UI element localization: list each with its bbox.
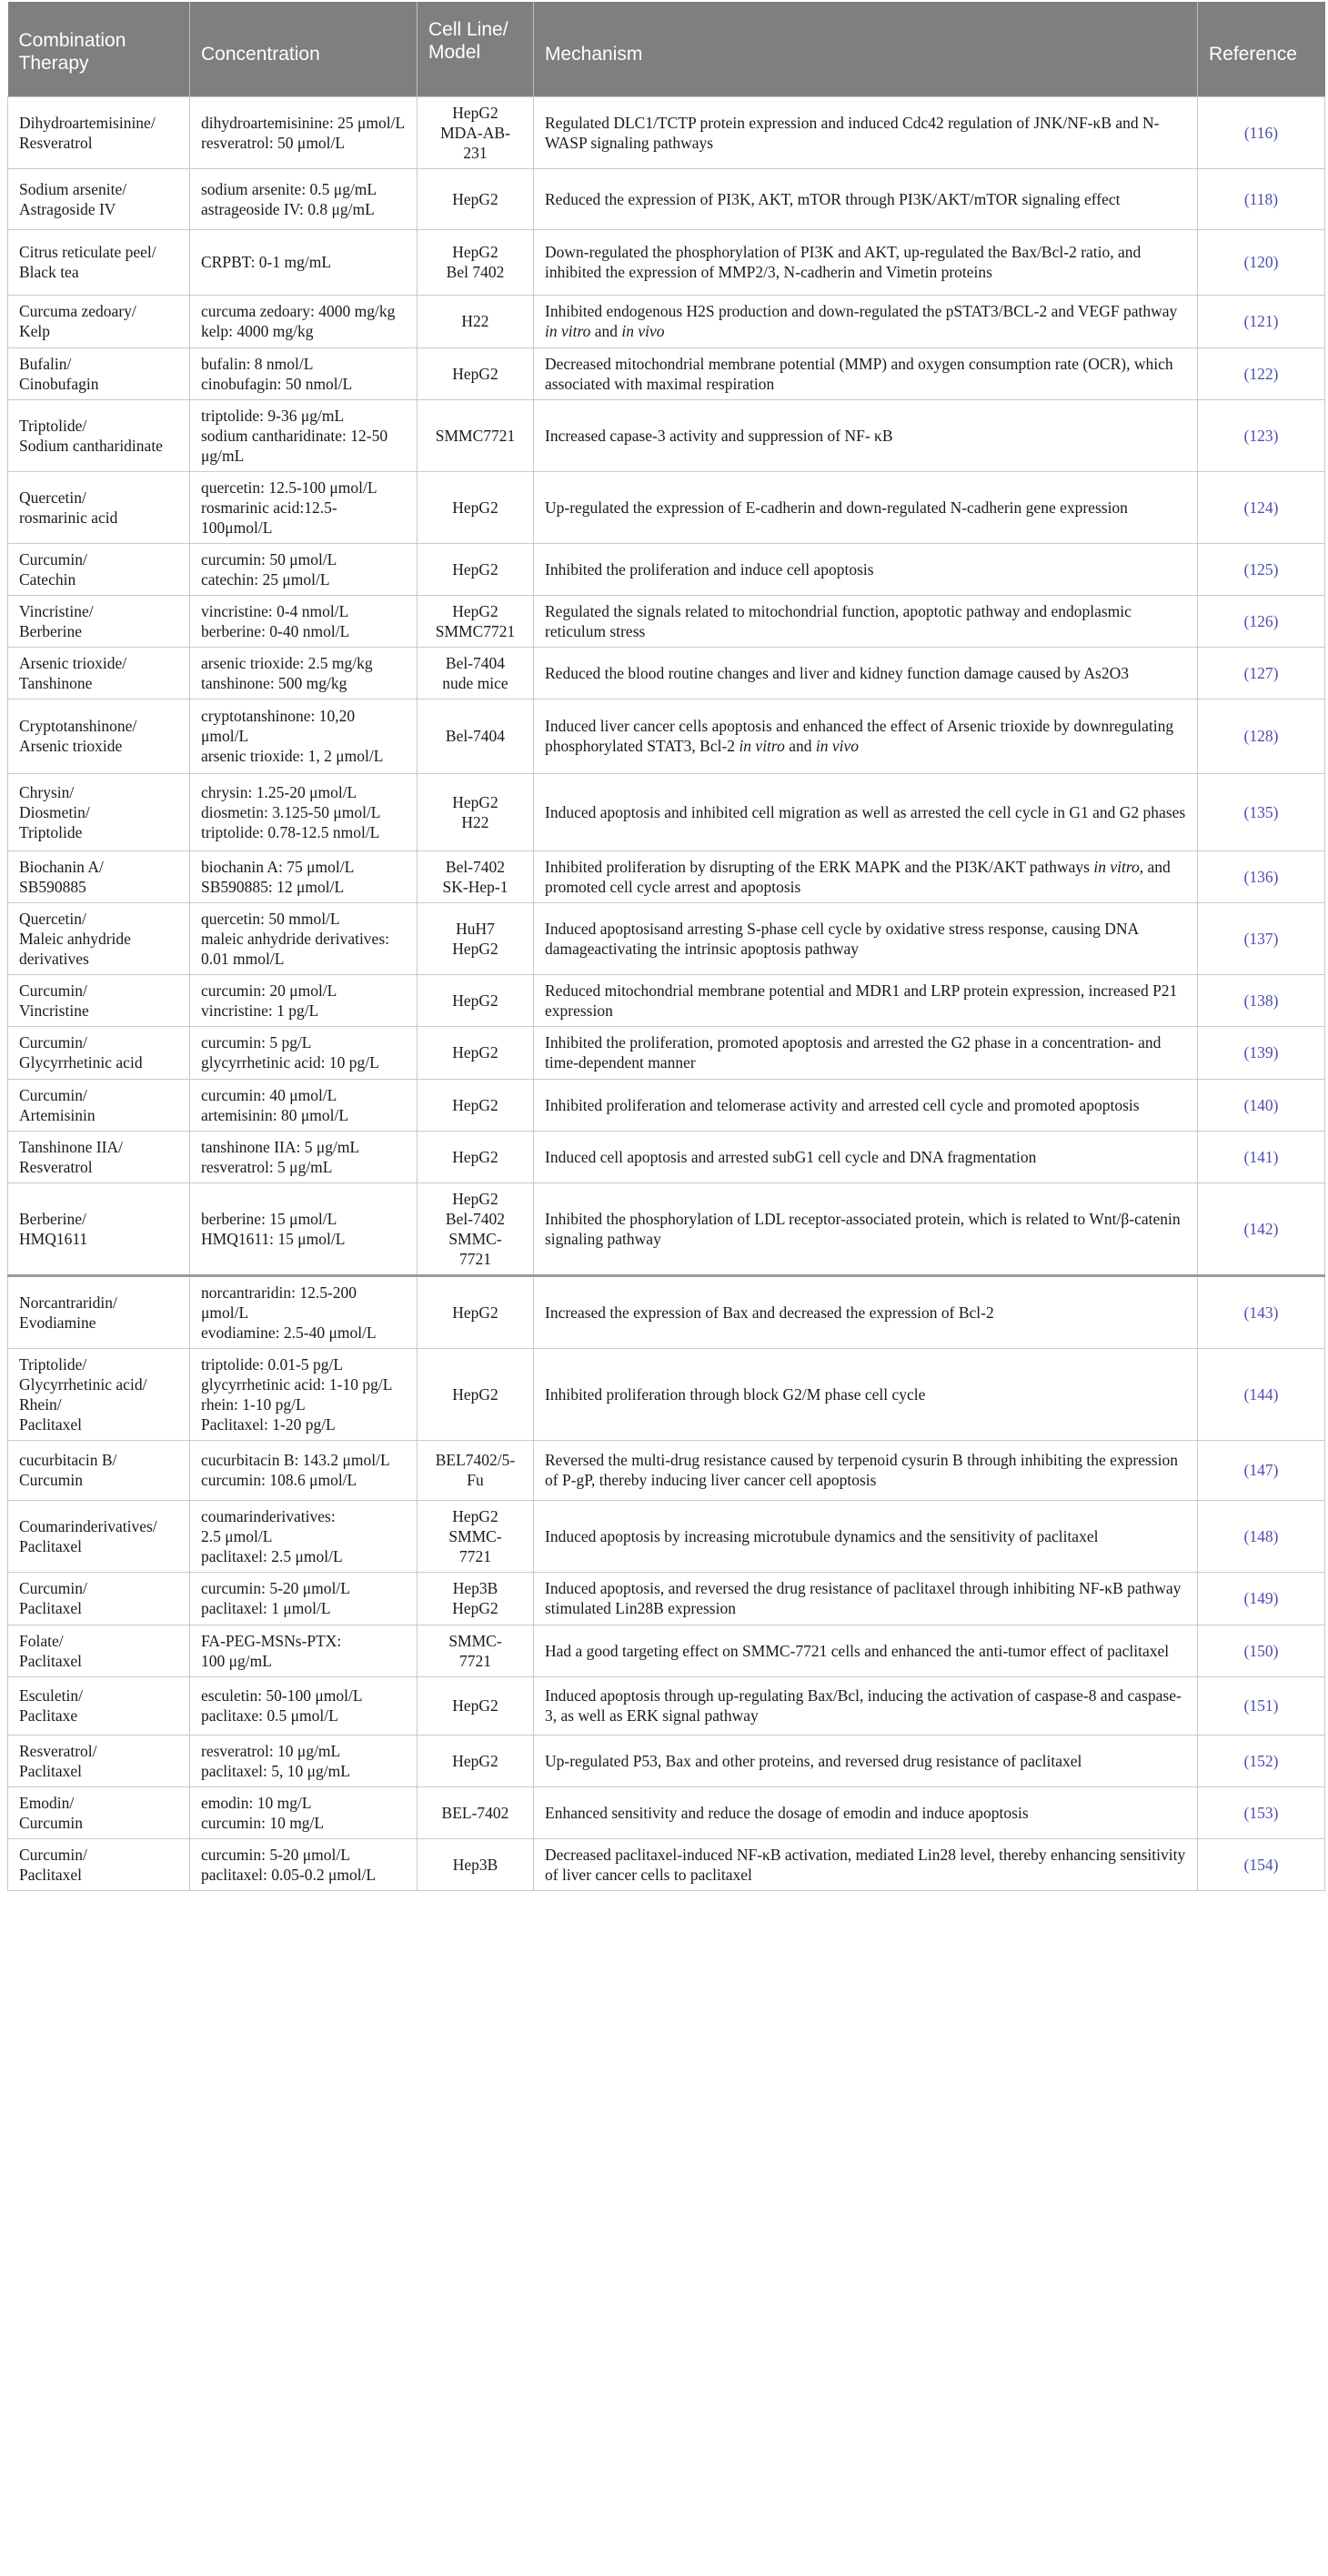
- reference-link[interactable]: (152): [1198, 1735, 1325, 1786]
- concentration-cell: curcuma zedoary: 4000 mg/kg kelp: 4000 mg/kg: [190, 295, 418, 347]
- table-row: [8, 595, 1325, 647]
- combination-cell: Curcuma zedoary/ Kelp: [8, 295, 190, 347]
- combination-cell: Vincristine/ Berberine: [8, 595, 190, 647]
- combination-cell: cucurbitacin B/ Curcumin: [8, 1440, 190, 1500]
- table-row: [8, 699, 1325, 773]
- cell-line-cell: Bel-7402 SK-Hep-1: [418, 850, 534, 902]
- cell-line-cell: HuH7 HepG2: [418, 902, 534, 974]
- cell-line-cell: SMMC7721: [418, 399, 534, 471]
- mechanism-cell: [534, 850, 1198, 902]
- concentration-cell: quercetin: 50 mmol/L maleic anhydride derivatives: 0.01 mmol/L: [190, 902, 418, 974]
- cell-line-cell: HepG2: [418, 1079, 534, 1131]
- concentration-cell: triptolide: 0.01-5 pg/L glycyrrhetinic acid: 1-10 pg/L rhein: 1-10 pg/L Paclitaxel: 1-20 pg/L: [190, 1348, 418, 1440]
- cell-line-cell: HepG2: [418, 347, 534, 399]
- reference-link[interactable]: (139): [1198, 1026, 1325, 1079]
- reference-link[interactable]: (140): [1198, 1079, 1325, 1131]
- cell-line-cell: H22: [418, 295, 534, 347]
- reference-link[interactable]: (148): [1198, 1500, 1325, 1572]
- combination-cell: Berberine/ HMQ1611: [8, 1182, 190, 1275]
- mechanism-cell: Up-regulated the expression of E-cadherin and down-regulated N-cadherin gene expression: [534, 471, 1198, 543]
- concentration-cell: curcumin: 40 μmol/L artemisinin: 80 μmol/L: [190, 1079, 418, 1131]
- reference-link[interactable]: (123): [1198, 399, 1325, 471]
- mechanism-cell: Inhibited proliferation through block G2/M phase cell cycle: [534, 1348, 1198, 1440]
- table-row: [8, 229, 1325, 295]
- reference-link[interactable]: (154): [1198, 1838, 1325, 1890]
- table-row: [8, 295, 1325, 347]
- reference-link[interactable]: (126): [1198, 595, 1325, 647]
- combination-cell: Citrus reticulate peel/ Black tea: [8, 229, 190, 295]
- mechanism-cell: Inhibited proliferation and telomerase activity and arrested cell cycle and promoted apoptosis: [534, 1079, 1198, 1131]
- reference-link[interactable]: (125): [1198, 543, 1325, 595]
- mechanism-cell: Induced apoptosis by increasing microtubule dynamics and the sensitivity of paclitaxel: [534, 1500, 1198, 1572]
- mechanism-cell: Induced apoptosis, and reversed the drug resistance of paclitaxel through inhibiting NF-κB pathway stimulated Lin28B expression: [534, 1572, 1198, 1625]
- concentration-cell: FA-PEG-MSNs-PTX: 100 μg/mL: [190, 1625, 418, 1676]
- reference-link[interactable]: (150): [1198, 1625, 1325, 1676]
- cell-line-cell: HepG2: [418, 1676, 534, 1735]
- mechanism-text: and: [784, 737, 816, 755]
- cell-line-cell: Hep3B HepG2: [418, 1572, 534, 1625]
- mechanism-cell: Reduced mitochondrial membrane potential and MDR1 and LRP protein expression, increased P21 expression: [534, 974, 1198, 1026]
- reference-link[interactable]: (128): [1198, 699, 1325, 773]
- reference-link[interactable]: (151): [1198, 1676, 1325, 1735]
- concentration-cell: curcumin: 5-20 μmol/L paclitaxel: 0.05-0.2 μmol/L: [190, 1838, 418, 1890]
- mechanism-cell: Induced apoptosis through up-regulating Bax/Bcl, inducing the activation of caspase-8 and caspase-3, as well as ERK signal pathway: [534, 1676, 1198, 1735]
- cell-line-cell: HepG2: [418, 1348, 534, 1440]
- combination-cell: Curcumin/ Catechin: [8, 543, 190, 595]
- reference-link[interactable]: (144): [1198, 1348, 1325, 1440]
- mechanism-cell: Up-regulated P53, Bax and other proteins, and reversed drug resistance of paclitaxel: [534, 1735, 1198, 1786]
- mechanism-cell: Inhibited the proliferation and induce cell apoptosis: [534, 543, 1198, 595]
- table-row: [8, 1275, 1325, 1348]
- cell-line-cell: HepG2 Bel-7402 SMMC- 7721: [418, 1182, 534, 1275]
- combination-cell: Triptolide/ Sodium cantharidinate: [8, 399, 190, 471]
- mechanism-text: and: [590, 322, 622, 340]
- mechanism-cell: Reduced the blood routine changes and liver and kidney function damage caused by As2O3: [534, 647, 1198, 699]
- mechanism-italic-term: in vitro: [545, 322, 591, 340]
- mechanism-cell: Regulated the signals related to mitochondrial function, apoptotic pathway and endoplasmic reticulum stress: [534, 595, 1198, 647]
- reference-link[interactable]: (118): [1198, 168, 1325, 229]
- table-row: [8, 1838, 1325, 1890]
- table-row: [8, 1735, 1325, 1786]
- header-concentration: Concentration: [190, 2, 418, 96]
- combination-cell: Quercetin/ rosmarinic acid: [8, 471, 190, 543]
- cell-line-cell: Hep3B: [418, 1838, 534, 1890]
- mechanism-cell: Inhibited the phosphorylation of LDL receptor-associated protein, which is related to Wnt/β-catenin signaling pathway: [534, 1182, 1198, 1275]
- reference-link[interactable]: (120): [1198, 229, 1325, 295]
- mechanism-cell: Down-regulated the phosphorylation of PI3K and AKT, up-regulated the Bax/Bcl-2 ratio, and inhibited the expression of MMP2/3, N-cadherin and Vimetin proteins: [534, 229, 1198, 295]
- combination-cell: Sodium arsenite/ Astragoside IV: [8, 168, 190, 229]
- reference-link[interactable]: (143): [1198, 1275, 1325, 1348]
- table-row: [8, 902, 1325, 974]
- cell-line-cell: HepG2: [418, 1735, 534, 1786]
- table-row: [8, 1079, 1325, 1131]
- concentration-cell: vincristine: 0-4 nmol/L berberine: 0-40 nmol/L: [190, 595, 418, 647]
- combination-cell: Triptolide/ Glycyrrhetinic acid/ Rhein/ Paclitaxel: [8, 1348, 190, 1440]
- reference-link[interactable]: (147): [1198, 1440, 1325, 1500]
- table-row: [8, 1676, 1325, 1735]
- mechanism-text: Inhibited proliferation by disrupting of the ERK MAPK and the PI3K/AKT pathways: [545, 857, 1094, 876]
- cell-line-cell: Bel-7404: [418, 699, 534, 773]
- cell-line-cell: HepG2 Bel 7402: [418, 229, 534, 295]
- reference-link[interactable]: (121): [1198, 295, 1325, 347]
- table-row: [8, 1026, 1325, 1079]
- table-row: [8, 168, 1325, 229]
- table-row: [8, 1786, 1325, 1838]
- header-combination-therapy: Combination Therapy: [8, 2, 190, 96]
- cell-line-cell: HepG2: [418, 974, 534, 1026]
- combination-cell: Resveratrol/ Paclitaxel: [8, 1735, 190, 1786]
- table-row: [8, 974, 1325, 1026]
- table-row: [8, 850, 1325, 902]
- mechanism-cell: Induced apoptosis and inhibited cell migration as well as arrested the cell cycle in G1 and G2 phases: [534, 773, 1198, 850]
- reference-link[interactable]: (153): [1198, 1786, 1325, 1838]
- reference-link[interactable]: (138): [1198, 974, 1325, 1026]
- reference-link[interactable]: (142): [1198, 1182, 1325, 1275]
- cell-line-cell: HepG2: [418, 1131, 534, 1182]
- cell-line-cell: HepG2: [418, 168, 534, 229]
- combination-cell: Tanshinone IIA/ Resveratrol: [8, 1131, 190, 1182]
- combination-cell: Quercetin/ Maleic anhydride derivatives: [8, 902, 190, 974]
- reference-link[interactable]: (116): [1198, 96, 1325, 168]
- reference-link[interactable]: (149): [1198, 1572, 1325, 1625]
- concentration-cell: esculetin: 50-100 μmol/L paclitaxe: 0.5 μmol/L: [190, 1676, 418, 1735]
- header-cell-line-model: Cell Line/ Model: [418, 2, 534, 96]
- concentration-cell: dihydroartemisinine: 25 μmol/L resveratrol: 50 μmol/L: [190, 96, 418, 168]
- combination-therapy-table-container: [7, 2, 1324, 1891]
- mechanism-italic-term: in vivo: [621, 322, 665, 340]
- mechanism-italic-term: in vitro: [739, 737, 785, 755]
- concentration-cell: curcumin: 5-20 μmol/L paclitaxel: 1 μmol/L: [190, 1572, 418, 1625]
- combination-cell: Biochanin A/ SB590885: [8, 850, 190, 902]
- concentration-cell: bufalin: 8 nmol/L cinobufagin: 50 nmol/L: [190, 347, 418, 399]
- table-row: [8, 543, 1325, 595]
- mechanism-cell: Induced cell apoptosis and arrested subG1 cell cycle and DNA fragmentation: [534, 1131, 1198, 1182]
- concentration-cell: biochanin A: 75 μmol/L SB590885: 12 μmol/L: [190, 850, 418, 902]
- mechanism-cell: Regulated DLC1/TCTP protein expression and induced Cdc42 regulation of JNK/NF-κB and N-WASP signaling pathways: [534, 96, 1198, 168]
- mechanism-cell: Had a good targeting effect on SMMC-7721 cells and enhanced the anti-tumor effect of paclitaxel: [534, 1625, 1198, 1676]
- table-row: [8, 1500, 1325, 1572]
- cell-line-cell: BEL-7402: [418, 1786, 534, 1838]
- combination-cell: Curcumin/ Vincristine: [8, 974, 190, 1026]
- mechanism-cell: Induced apoptosisand arresting S-phase cell cycle by oxidative stress response, causing DNA damageactivating the intrinsic apoptosis pathway: [534, 902, 1198, 974]
- cell-line-cell: BEL7402/5- Fu: [418, 1440, 534, 1500]
- cell-line-cell: HepG2 SMMC7721: [418, 595, 534, 647]
- table-row: [8, 1572, 1325, 1625]
- mechanism-italic-term: in vitro: [1093, 857, 1140, 876]
- cell-line-cell: HepG2 SMMC- 7721: [418, 1500, 534, 1572]
- header-mechanism: Mechanism: [534, 2, 1198, 96]
- table-row: [8, 96, 1325, 168]
- table-row: [8, 347, 1325, 399]
- mechanism-italic-term: in vivo: [815, 737, 859, 755]
- table-row: [8, 1182, 1325, 1275]
- concentration-cell: cucurbitacin B: 143.2 μmol/L curcumin: 108.6 μmol/L: [190, 1440, 418, 1500]
- concentration-cell: curcumin: 20 μmol/L vincristine: 1 pg/L: [190, 974, 418, 1026]
- concentration-cell: sodium arsenite: 0.5 μg/mL astrageoside IV: 0.8 μg/mL: [190, 168, 418, 229]
- table-row: [8, 399, 1325, 471]
- reference-link[interactable]: (136): [1198, 850, 1325, 902]
- cell-line-cell: Bel-7404 nude mice: [418, 647, 534, 699]
- cell-line-cell: HepG2: [418, 1275, 534, 1348]
- mechanism-cell: [534, 699, 1198, 773]
- cell-line-cell: HepG2: [418, 471, 534, 543]
- cell-line-cell: HepG2: [418, 1026, 534, 1079]
- mechanism-text: Inhibited endogenous H2S production and down-regulated the pSTAT3/BCL-2 and VEGF pathway: [545, 302, 1178, 320]
- combination-cell: Esculetin/ Paclitaxe: [8, 1676, 190, 1735]
- header-reference: Reference: [1198, 2, 1325, 96]
- combination-cell: Folate/ Paclitaxel: [8, 1625, 190, 1676]
- combination-cell: Coumarinderivatives/ Paclitaxel: [8, 1500, 190, 1572]
- concentration-cell: chrysin: 1.25-20 μmol/L diosmetin: 3.125-50 μmol/L triptolide: 0.78-12.5 nmol/L: [190, 773, 418, 850]
- table-row: [8, 1348, 1325, 1440]
- concentration-cell: coumarinderivatives: 2.5 μmol/L paclitaxel: 2.5 μmol/L: [190, 1500, 418, 1572]
- combination-cell: Curcumin/ Paclitaxel: [8, 1572, 190, 1625]
- concentration-cell: CRPBT: 0-1 mg/mL: [190, 229, 418, 295]
- reference-link[interactable]: (137): [1198, 902, 1325, 974]
- mechanism-text: , and promoted cell cycle arrest and apoptosis: [545, 857, 1171, 896]
- mechanism-text: Induced liver cancer cells apoptosis and enhanced the effect of Arsenic trioxide by downregulating phosphorylated STAT3, Bcl-2: [545, 717, 1174, 755]
- table-row: [8, 773, 1325, 850]
- concentration-cell: cryptotanshinone: 10,20 μmol/L arsenic trioxide: 1, 2 μmol/L: [190, 699, 418, 773]
- table-row: [8, 647, 1325, 699]
- combination-cell: Bufalin/ Cinobufagin: [8, 347, 190, 399]
- table-row: [8, 1440, 1325, 1500]
- concentration-cell: resveratrol: 10 μg/mL paclitaxel: 5, 10 μg/mL: [190, 1735, 418, 1786]
- table-body: [8, 96, 1325, 1890]
- table-header: [8, 2, 1325, 96]
- cell-line-cell: HepG2 H22: [418, 773, 534, 850]
- concentration-cell: norcantraridin: 12.5-200 μmol/L evodiamine: 2.5-40 μmol/L: [190, 1275, 418, 1348]
- reference-link[interactable]: (135): [1198, 773, 1325, 850]
- mechanism-cell: Reversed the multi-drug resistance caused by terpenoid cysurin B through inhibiting the expression of P-gP, thereby inducing liver cancer cell apoptosis: [534, 1440, 1198, 1500]
- combination-cell: Chrysin/ Diosmetin/ Triptolide: [8, 773, 190, 850]
- mechanism-cell: Inhibited the proliferation, promoted apoptosis and arrested the G2 phase in a concentration- and time-dependent manner: [534, 1026, 1198, 1079]
- table-row: [8, 1625, 1325, 1676]
- concentration-cell: triptolide: 9-36 μg/mL sodium cantharidinate: 12-50 μg/mL: [190, 399, 418, 471]
- concentration-cell: curcumin: 50 μmol/L catechin: 25 μmol/L: [190, 543, 418, 595]
- reference-link[interactable]: (124): [1198, 471, 1325, 543]
- mechanism-cell: Decreased mitochondrial membrane potential (MMP) and oxygen consumption rate (OCR), which associated with maximal respiration: [534, 347, 1198, 399]
- concentration-cell: arsenic trioxide: 2.5 mg/kg tanshinone: 500 mg/kg: [190, 647, 418, 699]
- cell-line-cell: HepG2 MDA-AB-231: [418, 96, 534, 168]
- concentration-cell: emodin: 10 mg/L curcumin: 10 mg/L: [190, 1786, 418, 1838]
- reference-link[interactable]: (122): [1198, 347, 1325, 399]
- cell-line-cell: SMMC- 7721: [418, 1625, 534, 1676]
- mechanism-cell: Decreased paclitaxel-induced NF-κB activation, mediated Lin28 level, thereby enhancing sensitivity of liver cancer cells to paclitaxel: [534, 1838, 1198, 1890]
- mechanism-cell: Increased the expression of Bax and decreased the expression of Bcl-2: [534, 1275, 1198, 1348]
- concentration-cell: curcumin: 5 pg/L glycyrrhetinic acid: 10 pg/L: [190, 1026, 418, 1079]
- table-row: [8, 1131, 1325, 1182]
- concentration-cell: berberine: 15 μmol/L HMQ1611: 15 μmol/L: [190, 1182, 418, 1275]
- combination-cell: Norcantraridin/ Evodiamine: [8, 1275, 190, 1348]
- concentration-cell: quercetin: 12.5-100 μmol/L rosmarinic acid:12.5-100μmol/L: [190, 471, 418, 543]
- reference-link[interactable]: (141): [1198, 1131, 1325, 1182]
- combination-cell: Dihydroartemisinine/ Resveratrol: [8, 96, 190, 168]
- mechanism-cell: [534, 295, 1198, 347]
- reference-link[interactable]: (127): [1198, 647, 1325, 699]
- combination-cell: Curcumin/ Paclitaxel: [8, 1838, 190, 1890]
- mechanism-cell: Reduced the expression of PI3K, AKT, mTOR through PI3K/AKT/mTOR signaling effect: [534, 168, 1198, 229]
- combination-cell: Emodin/ Curcumin: [8, 1786, 190, 1838]
- combination-cell: Cryptotanshinone/ Arsenic trioxide: [8, 699, 190, 773]
- mechanism-cell: Enhanced sensitivity and reduce the dosage of emodin and induce apoptosis: [534, 1786, 1198, 1838]
- combination-cell: Arsenic trioxide/ Tanshinone: [8, 647, 190, 699]
- concentration-cell: tanshinone IIA: 5 μg/mL resveratrol: 5 μg/mL: [190, 1131, 418, 1182]
- header-row: [8, 2, 1325, 96]
- table-row: [8, 471, 1325, 543]
- combination-cell: Curcumin/ Glycyrrhetinic acid: [8, 1026, 190, 1079]
- cell-line-cell: HepG2: [418, 543, 534, 595]
- combination-therapy-table: [7, 2, 1325, 1891]
- mechanism-cell: Increased capase-3 activity and suppression of NF- κB: [534, 399, 1198, 471]
- combination-cell: Curcumin/ Artemisinin: [8, 1079, 190, 1131]
